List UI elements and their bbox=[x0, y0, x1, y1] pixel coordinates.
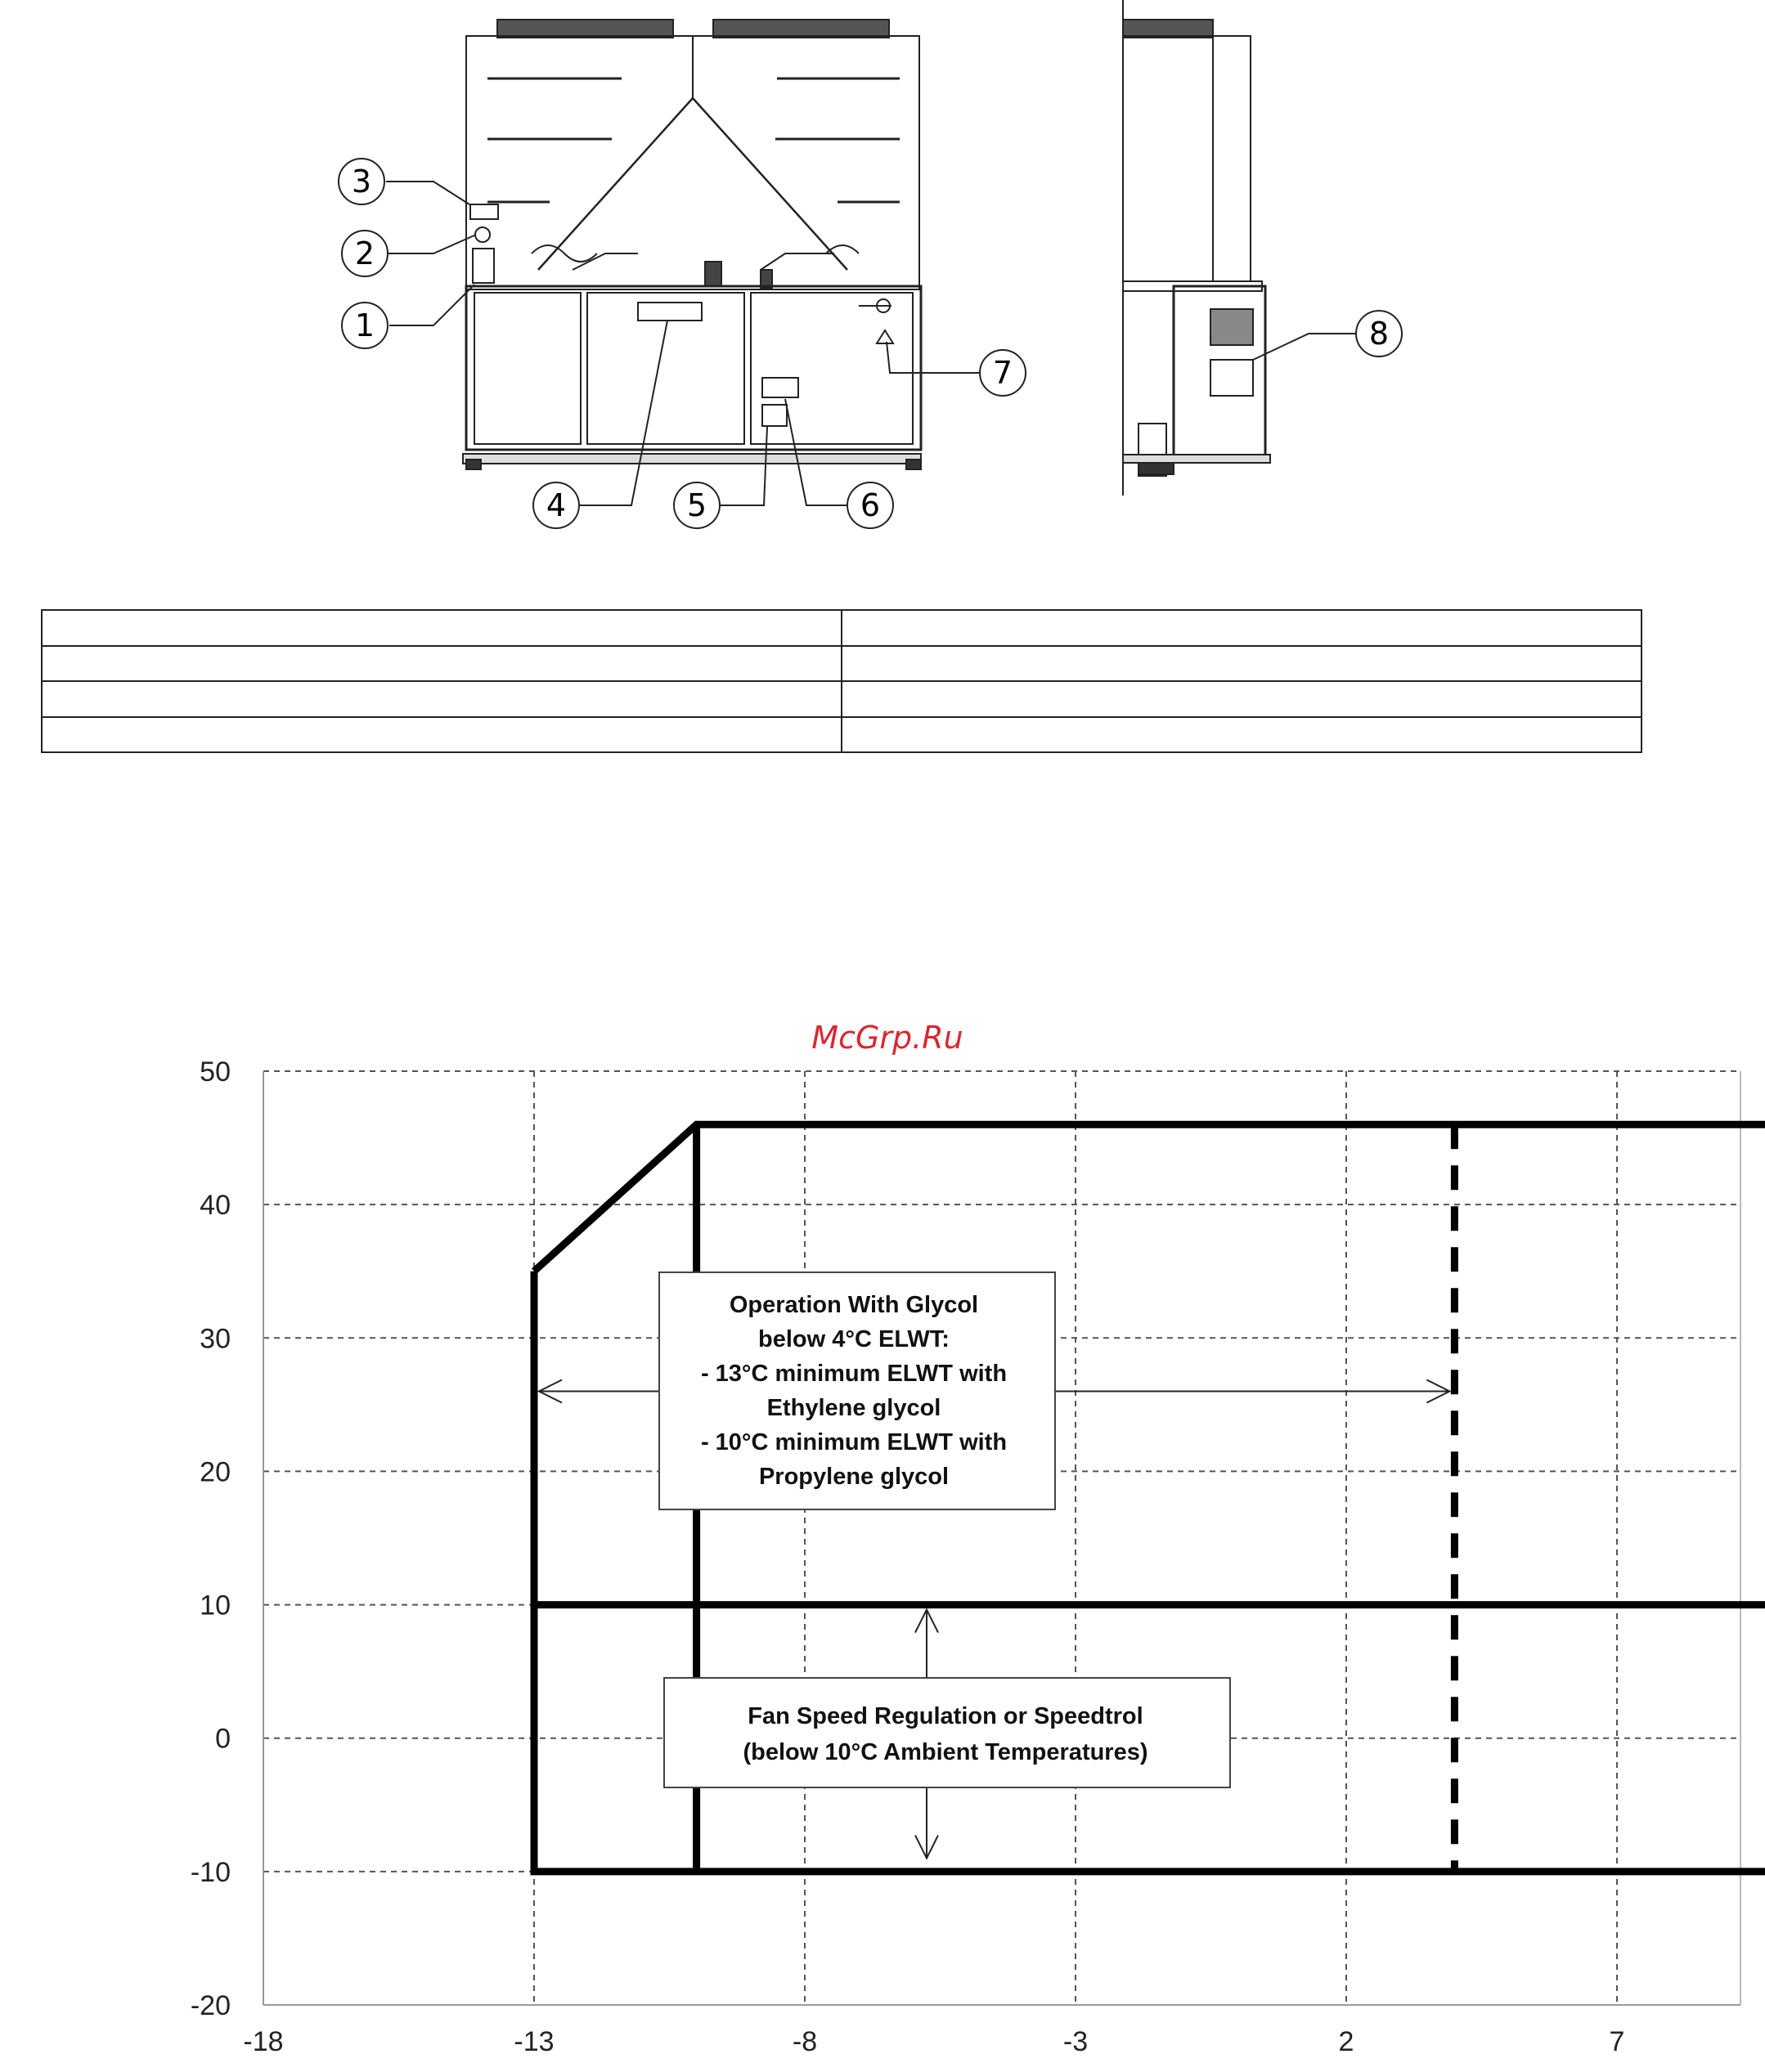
callout-2 bbox=[342, 231, 388, 276]
callout-4 bbox=[533, 482, 579, 528]
empty-table bbox=[42, 610, 1641, 752]
y-tick-label: 0 bbox=[215, 1723, 231, 1755]
fan-speed-note-line-1: Fan Speed Regulation or Speedtrol bbox=[748, 1703, 1143, 1729]
fan-guard-left bbox=[497, 20, 673, 38]
side-grille bbox=[1210, 309, 1253, 345]
y-tick-label: -20 bbox=[190, 1990, 231, 2021]
unit-front-view bbox=[463, 20, 921, 469]
base-frame bbox=[466, 286, 921, 450]
fan-speed-note-box bbox=[664, 1678, 1230, 1787]
label-3-plate bbox=[470, 204, 498, 219]
label-6-plate bbox=[762, 378, 798, 397]
glycol-note-line-4: Ethylene glycol bbox=[766, 1395, 941, 1421]
warning-triangle-icon bbox=[877, 330, 893, 343]
x-tick-label: -18 bbox=[243, 2026, 284, 2057]
glycol-note-line-2: below 4°C ELWT: bbox=[758, 1326, 950, 1352]
y-tick-label: 40 bbox=[200, 1190, 231, 1222]
callout-5-label: 5 bbox=[686, 487, 707, 523]
fan-guard-right bbox=[713, 20, 889, 38]
callout-7-label: 7 bbox=[992, 355, 1013, 391]
callout-7 bbox=[980, 350, 1026, 396]
chart-grid bbox=[263, 1071, 1765, 2005]
glycol-note-line-1: Operation With Glycol bbox=[729, 1292, 979, 1318]
label-2-plate bbox=[475, 227, 490, 242]
watermark-text: McGrp.Ru bbox=[811, 1020, 963, 1056]
y-tick-label: -10 bbox=[190, 1856, 231, 1888]
glycol-note-line-3: - 13°C minimum ELWT with bbox=[700, 1361, 1008, 1387]
fan-speed-note bbox=[664, 1678, 1230, 1787]
x-tick-label: -13 bbox=[514, 2026, 555, 2057]
label-8-plate bbox=[1210, 360, 1253, 396]
glycol-note-line-5: - 10°C minimum ELWT with bbox=[700, 1429, 1008, 1455]
callout-8 bbox=[1356, 311, 1402, 357]
glycol-note bbox=[659, 1272, 1055, 1509]
operating-envelope-chart bbox=[191, 1056, 1765, 2057]
callout-2-label: 2 bbox=[354, 235, 375, 271]
y-tick-label: 30 bbox=[200, 1323, 231, 1355]
callout-3-label: 3 bbox=[351, 164, 372, 200]
glycol-note-line-6: Propylene glycol bbox=[758, 1464, 950, 1490]
y-tick-label: 10 bbox=[200, 1590, 231, 1621]
callout-6 bbox=[847, 482, 893, 528]
axis-ticks bbox=[191, 1056, 1765, 2057]
label-1-plate bbox=[473, 249, 494, 283]
callout-1-label: 1 bbox=[354, 307, 375, 343]
callout-4-label: 4 bbox=[546, 487, 567, 523]
y-tick-label: 20 bbox=[200, 1456, 231, 1488]
panel-left bbox=[474, 293, 581, 444]
y-tick-label: 50 bbox=[200, 1056, 231, 1088]
x-tick-label: 2 bbox=[1338, 2026, 1354, 2057]
label-5-plate bbox=[762, 405, 787, 426]
x-tick-label: -8 bbox=[792, 2026, 818, 2057]
callout-3 bbox=[339, 159, 384, 204]
x-tick-label: -3 bbox=[1062, 2026, 1089, 2057]
unit-side-view bbox=[1123, 0, 1270, 496]
label-4-plate bbox=[638, 303, 702, 321]
x-tick-label: 7 bbox=[1609, 2026, 1625, 2057]
fan-speed-note-line-2: (below 10°C Ambient Temperatures) bbox=[743, 1739, 1148, 1765]
panel-center bbox=[587, 293, 744, 444]
callout-5 bbox=[674, 482, 720, 528]
callout-6-label: 6 bbox=[860, 487, 881, 523]
callout-1 bbox=[342, 303, 388, 348]
callout-8-label: 8 bbox=[1368, 316, 1390, 352]
panel-right bbox=[751, 293, 913, 444]
